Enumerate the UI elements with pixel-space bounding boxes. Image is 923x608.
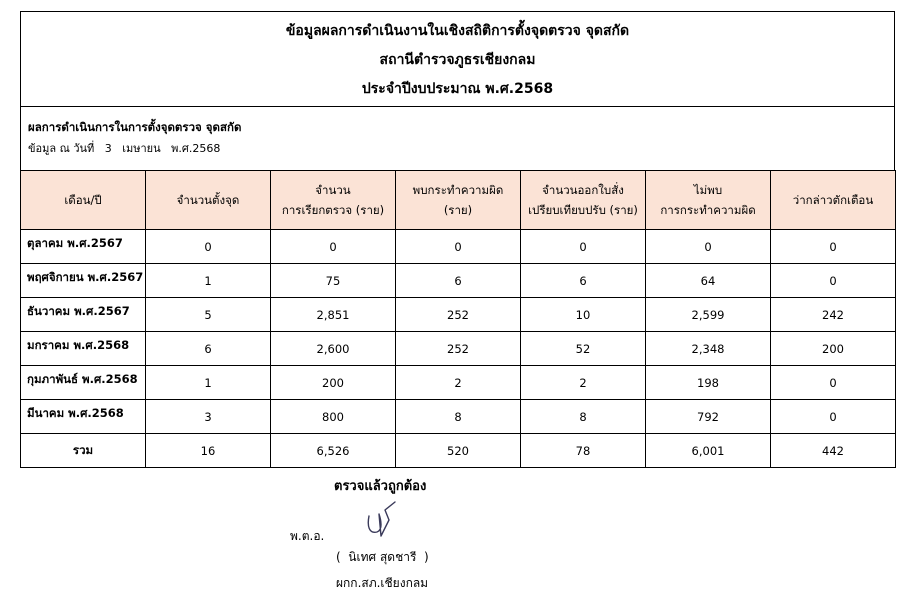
column-header <box>146 171 271 230</box>
value-cell: 200 <box>771 332 896 366</box>
value-cell: 1 <box>146 264 271 298</box>
value-cell: 252 <box>396 332 521 366</box>
value-cell: 2,348 <box>646 332 771 366</box>
signer-name: ( นิเทศ สุดชารี ) <box>336 550 429 564</box>
value-cell: 0 <box>271 230 396 264</box>
value-cell: 6 <box>396 264 521 298</box>
value-cell: 6 <box>146 332 271 366</box>
table-row <box>21 366 896 400</box>
column-header <box>21 171 146 230</box>
info-heading: ผลการดำเนินการในการตั้งจุดตรวจ จุดสกัด <box>28 120 242 134</box>
value-cell: 0 <box>771 400 896 434</box>
column-header-line2: เปรียบเทียบปรับ (ราย) <box>528 203 638 217</box>
column-header-line2: การกระทำความผิด <box>660 203 756 217</box>
value-cell: 5 <box>146 298 271 332</box>
month-cell: กุมภาพันธ์ พ.ศ.2568 <box>21 366 146 400</box>
table-row <box>21 400 896 434</box>
column-header <box>396 171 521 230</box>
value-cell: 3 <box>146 400 271 434</box>
total-value-cell: 442 <box>771 434 896 468</box>
value-cell: 2,600 <box>271 332 396 366</box>
table-header-row <box>21 171 896 230</box>
value-cell: 0 <box>396 230 521 264</box>
checkpoint-stats-table <box>20 170 896 468</box>
table-row <box>21 332 896 366</box>
table-row <box>21 298 896 332</box>
station-name: สถานีตำรวจภูธรเชียงกลม <box>379 52 536 68</box>
value-cell: 0 <box>521 230 646 264</box>
month-cell: ธันวาคม พ.ศ.2567 <box>21 298 146 332</box>
value-cell: 2 <box>396 366 521 400</box>
info-date: ข้อมูล ณ วันที่ 3 เมษายน พ.ศ.2568 <box>28 142 221 155</box>
month-cell: มกราคม พ.ศ.2568 <box>21 332 146 366</box>
value-cell: 792 <box>646 400 771 434</box>
report-title-box <box>20 11 895 107</box>
table-body <box>21 230 896 468</box>
value-cell: 1 <box>146 366 271 400</box>
fiscal-year: ประจำปีงบประมาณ พ.ศ.2568 <box>361 81 554 97</box>
value-cell: 8 <box>521 400 646 434</box>
value-cell: 64 <box>646 264 771 298</box>
value-cell: 2,599 <box>646 298 771 332</box>
column-header <box>271 171 396 230</box>
month-cell: มีนาคม พ.ศ.2568 <box>21 400 146 434</box>
table-row <box>21 264 896 298</box>
report-sheet <box>20 11 895 468</box>
info-box <box>20 107 895 170</box>
value-cell: 0 <box>146 230 271 264</box>
value-cell: 800 <box>271 400 396 434</box>
report-title: ข้อมูลผลการดำเนินงานในเชิงสถิติการตั้งจุดตรวจ จุดสกัด <box>285 23 630 39</box>
total-label: รวม <box>21 434 146 468</box>
total-value-cell: 6,001 <box>646 434 771 468</box>
month-cell: ตุลาคม พ.ศ.2567 <box>21 230 146 264</box>
column-header <box>646 171 771 230</box>
value-cell: 0 <box>646 230 771 264</box>
value-cell: 52 <box>521 332 646 366</box>
signature-mark <box>355 496 405 544</box>
column-header-line1: พบกระทำความผิด <box>412 183 504 197</box>
column-header-line1: เดือน/ปี <box>64 193 102 207</box>
column-header <box>521 171 646 230</box>
month-cell: พฤศจิกายน พ.ศ.2567 <box>21 264 146 298</box>
column-header-line1: ว่ากล่าวตักเตือน <box>792 193 874 207</box>
value-cell: 242 <box>771 298 896 332</box>
value-cell: 75 <box>271 264 396 298</box>
column-header-line1: จำนวน <box>315 183 351 197</box>
value-cell: 10 <box>521 298 646 332</box>
value-cell: 2,851 <box>271 298 396 332</box>
total-row <box>21 434 896 468</box>
value-cell: 198 <box>646 366 771 400</box>
column-header-line1: จำนวนตั้งจุด <box>176 193 240 207</box>
value-cell: 8 <box>396 400 521 434</box>
signer-rank: พ.ต.อ. <box>290 529 325 543</box>
verified-label: ตรวจแล้วถูกต้อง <box>334 479 427 494</box>
total-value-cell: 6,526 <box>271 434 396 468</box>
value-cell: 252 <box>396 298 521 332</box>
value-cell: 0 <box>771 230 896 264</box>
value-cell: 2 <box>521 366 646 400</box>
column-header <box>771 171 896 230</box>
total-value-cell: 16 <box>146 434 271 468</box>
table-row <box>21 230 896 264</box>
value-cell: 6 <box>521 264 646 298</box>
value-cell: 0 <box>771 366 896 400</box>
value-cell: 0 <box>771 264 896 298</box>
column-header-line1: ไม่พบ <box>693 183 723 197</box>
total-value-cell: 78 <box>521 434 646 468</box>
column-header-line2: (ราย) <box>443 203 473 217</box>
column-header-line2: การเรียกตรวจ (ราย) <box>281 203 385 217</box>
signer-position: ผกก.สภ.เชียงกลม <box>336 576 429 590</box>
value-cell: 200 <box>271 366 396 400</box>
column-header-line1: จำนวนออกใบสั่ง <box>542 183 624 197</box>
total-value-cell: 520 <box>396 434 521 468</box>
